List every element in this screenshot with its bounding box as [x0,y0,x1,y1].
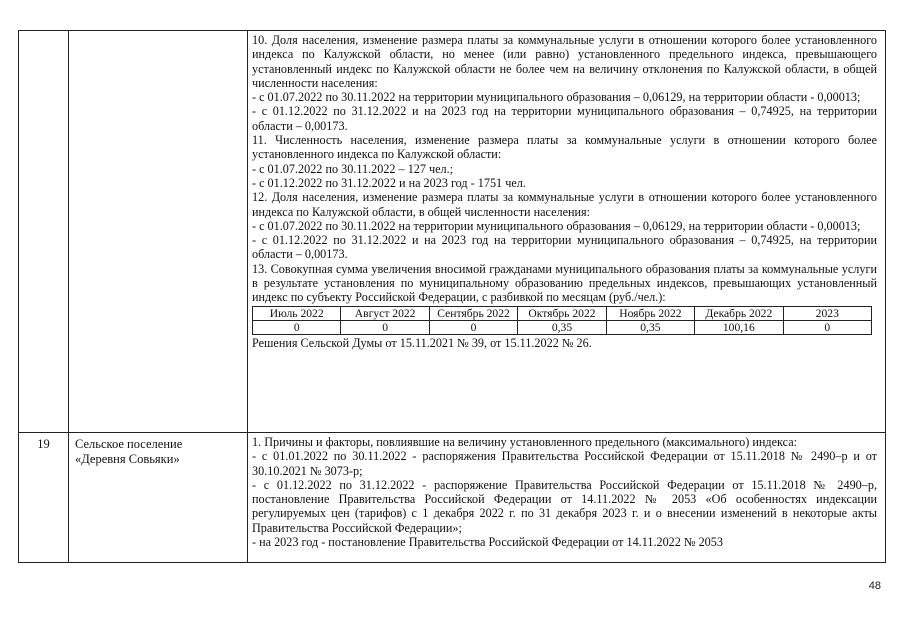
paragraph: - с 01.12.2022 по 31.12.2022 и на 2023 год - 1751 чел. [252,175,526,190]
month-header: Декабрь 2022 [695,306,783,320]
paragraph: 1. Причины и факторы, повлиявшие на величину установленного предельного (максимального) индекса: [252,435,798,449]
page-number: 48 [868,580,881,592]
row-number-cell [19,31,69,433]
paragraph: - с 01.01.2022 по 30.11.2022 - распоряжения Правительства Российской Федерации от 15.11.2018 № 2490–р и от 30.10.2021 № 3073-р; [252,449,877,478]
month-value: 0 [341,320,429,334]
paragraph: - с 01.12.2022 по 31.12.2022 - распоряжение Правительства Российской Федерации от 15.11.2018 № 2490–р, постановление Правительства Российской Федерации от 14.11.2022 № 2053 «Об особенностях индексации регулируемых цен (тарифов) с 1 декабря 2022 г. по 31 декабря 2023 г. и о внесении изменений в некоторые акты Правительства Российской Федерации»; [252,477,877,535]
month-value: 0 [783,320,871,334]
description-text [248,433,885,549]
description-cell [248,433,886,563]
municipality-name-line: Сельское поселение [75,437,183,451]
month-header: Октябрь 2022 [518,306,606,320]
month-value: 0 [429,320,517,334]
municipality-name-line: «Деревня Совьяки» [75,451,180,466]
months-values-row [253,320,872,334]
month-value: 100,16 [695,320,783,334]
table-row [19,433,886,563]
municipality-name-cell [69,433,248,563]
paragraph: - на 2023 год - постановление Правительства Российской Федерации от 14.11.2022 № 2053 [252,535,723,550]
paragraph: - с 01.07.2022 по 30.11.2022 – 127 чел.; [252,161,454,176]
month-header: Август 2022 [341,306,429,320]
months-header-row [253,306,872,320]
month-header: Июль 2022 [253,306,341,320]
paragraph: - с 01.07.2022 по 30.11.2022 на территории муниципального образования – 0,06129, на территории области - 0,00013; [252,90,861,105]
paragraph: - с 01.12.2022 по 31.12.2022 и на 2023 год на территории муниципального образования – 0,74925, на территории области – 0,00173. [252,233,877,262]
description-cell [248,31,886,433]
month-header: 2023 [783,306,871,320]
municipality-name-cell [69,31,248,433]
row-number-cell: 19 [19,433,69,563]
description-text [248,31,885,350]
decisions-reference: Решения Сельской Думы от 15.11.2021 № 39, от 15.11.2022 № 26. [252,335,592,350]
paragraph: 11. Численность населения, изменение размера платы за коммунальные услуги в отношении которого более установленного индекса по Калужской области: [252,133,877,162]
paragraph: - с 01.12.2022 по 31.12.2022 и на 2023 год на территории муниципального образования – 0,74925, на территории области – 0,00173. [252,104,877,133]
month-value: 0,35 [606,320,694,334]
paragraph: 12. Доля населения, изменение размера платы за коммунальные услуги в отношении которого более установленного индекса по Калужской области, в общей численности населения: [252,190,877,219]
month-value: 0 [253,320,341,334]
paragraph: 13. Совокупная сумма увеличения вносимой гражданами муниципального образования платы за коммунальные услуги в результате установления по муниципальному образованию предельных индексов, превышающих установленный индекс по субъекту Российской Федерации, с разбивкой по месяцам (руб./чел.): [252,261,877,305]
paragraph: 10. Доля населения, изменение размера платы за коммунальные услуги в отношении которого более установленного индекса по Калужской области, но менее (или равно) установленного предельного индекса, превышающего установленный индекс по Калужской области не более чем на величину отклонения по Калужской области, в общей численности населения: [252,33,877,90]
month-header: Ноябрь 2022 [606,306,694,320]
document-table [18,30,886,563]
table-row [19,31,886,433]
monthly-amounts-table [252,306,872,335]
month-header: Сентябрь 2022 [429,306,517,320]
month-value: 0,35 [518,320,606,334]
paragraph: - с 01.07.2022 по 30.11.2022 на территории муниципального образования – 0,06129, на территории области - 0,00013; [252,218,861,233]
